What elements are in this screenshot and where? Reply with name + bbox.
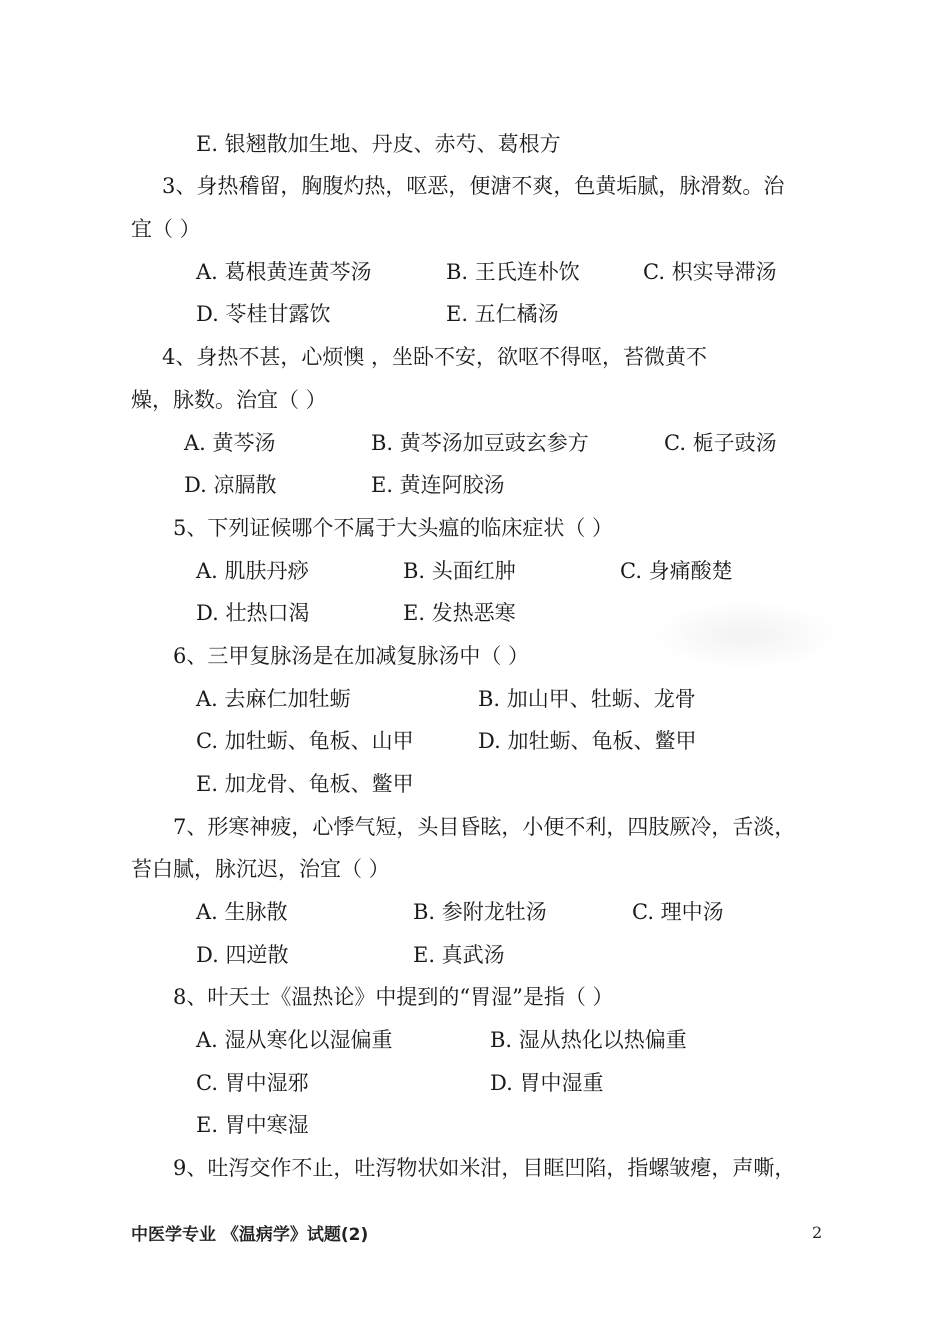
q3-option-d: D. 苓桂甘露饮 bbox=[196, 302, 331, 326]
q6-option-c: C. 加牡蛎、龟板、山甲 bbox=[196, 729, 414, 753]
question-5-line-1: 5、下列证候哪个不属于大头瘟的临床症状（ ） bbox=[173, 516, 614, 540]
q3-option-e: E. 五仁橘汤 bbox=[446, 302, 559, 326]
page-number: 2 bbox=[812, 1223, 823, 1242]
question-7-line-2: 苔白腻，脉沉迟，治宜（ ） bbox=[131, 857, 390, 881]
question-3-line-2: 宜（ ） bbox=[131, 217, 201, 241]
q4-option-b: B. 黄芩汤加豆豉玄参方 bbox=[371, 431, 589, 455]
question-4-line-1: 4、身热不甚，心烦懊 ，坐卧不安，欲呕不得呕，苔微黄不 bbox=[162, 345, 708, 369]
q5-option-d: D. 壮热口渴 bbox=[196, 601, 310, 625]
q2-option-e: E. 银翘散加生地、丹皮、赤芍、葛根方 bbox=[196, 132, 561, 156]
q4-option-c: C. 栀子豉汤 bbox=[664, 431, 777, 455]
question-4-line-2: 燥，脉数。治宜（ ） bbox=[131, 388, 327, 412]
q7-option-b: B. 参附龙牡汤 bbox=[413, 900, 547, 924]
q6-option-d: D. 加牡蛎、龟板、鳖甲 bbox=[478, 729, 697, 753]
q4-option-d: D. 凉膈散 bbox=[184, 473, 277, 497]
q4-option-e: E. 黄连阿胶汤 bbox=[371, 473, 505, 497]
q3-option-a: A. 葛根黄连黄芩汤 bbox=[196, 260, 372, 284]
q3-option-b: B. 王氏连朴饮 bbox=[446, 260, 580, 284]
scan-smudge bbox=[650, 600, 840, 670]
q7-option-a: A. 生脉散 bbox=[196, 900, 288, 924]
q8-option-c: C. 胃中湿邪 bbox=[196, 1071, 309, 1095]
question-6-line-1: 6、三甲复脉汤是在加减复脉汤中（ ） bbox=[173, 644, 530, 668]
q7-option-c: C. 理中汤 bbox=[632, 900, 724, 924]
q5-option-e: E. 发热恶寒 bbox=[403, 601, 516, 625]
q5-option-c: C. 身痛酸楚 bbox=[620, 559, 733, 583]
question-8-line-1: 8、叶天士《温热论》中提到的“胃湿”是指（ ） bbox=[173, 985, 614, 1009]
q8-option-b: B. 湿从热化以热偏重 bbox=[490, 1028, 687, 1052]
q5-option-b: B. 头面红肿 bbox=[403, 559, 516, 583]
q5-option-a: A. 肌肤丹痧 bbox=[196, 559, 309, 583]
q6-option-a: A. 去麻仁加牡蛎 bbox=[196, 687, 351, 711]
question-7-line-1: 7、形寒神疲，心悸气短，头目昏眩，小便不利，四肢厥冷，舌淡， bbox=[173, 815, 796, 839]
q6-option-b: B. 加山甲、牡蛎、龙骨 bbox=[478, 687, 696, 711]
footer-title: 中医学专业 《温病学》试题(2) bbox=[131, 1225, 369, 1245]
q8-option-a: A. 湿从寒化以湿偏重 bbox=[196, 1028, 393, 1052]
q7-option-e: E. 真武汤 bbox=[413, 943, 505, 967]
q6-option-e: E. 加龙骨、龟板、鳖甲 bbox=[196, 772, 414, 796]
q8-option-e: E. 胃中寒湿 bbox=[196, 1113, 309, 1137]
q7-option-d: D. 四逆散 bbox=[196, 943, 289, 967]
question-9-line-1: 9、吐泻交作不止，吐泻物状如米泔，目眶凹陷，指螺皱瘪，声嘶， bbox=[173, 1156, 796, 1180]
question-3-line-1: 3、身热稽留，胸腹灼热，呕恶，便溏不爽，色黄垢腻，脉滑数。治 bbox=[162, 174, 785, 198]
q8-option-d: D. 胃中湿重 bbox=[490, 1071, 604, 1095]
q3-option-c: C. 枳实导滞汤 bbox=[643, 260, 777, 284]
q4-option-a: A. 黄芩汤 bbox=[184, 431, 276, 455]
